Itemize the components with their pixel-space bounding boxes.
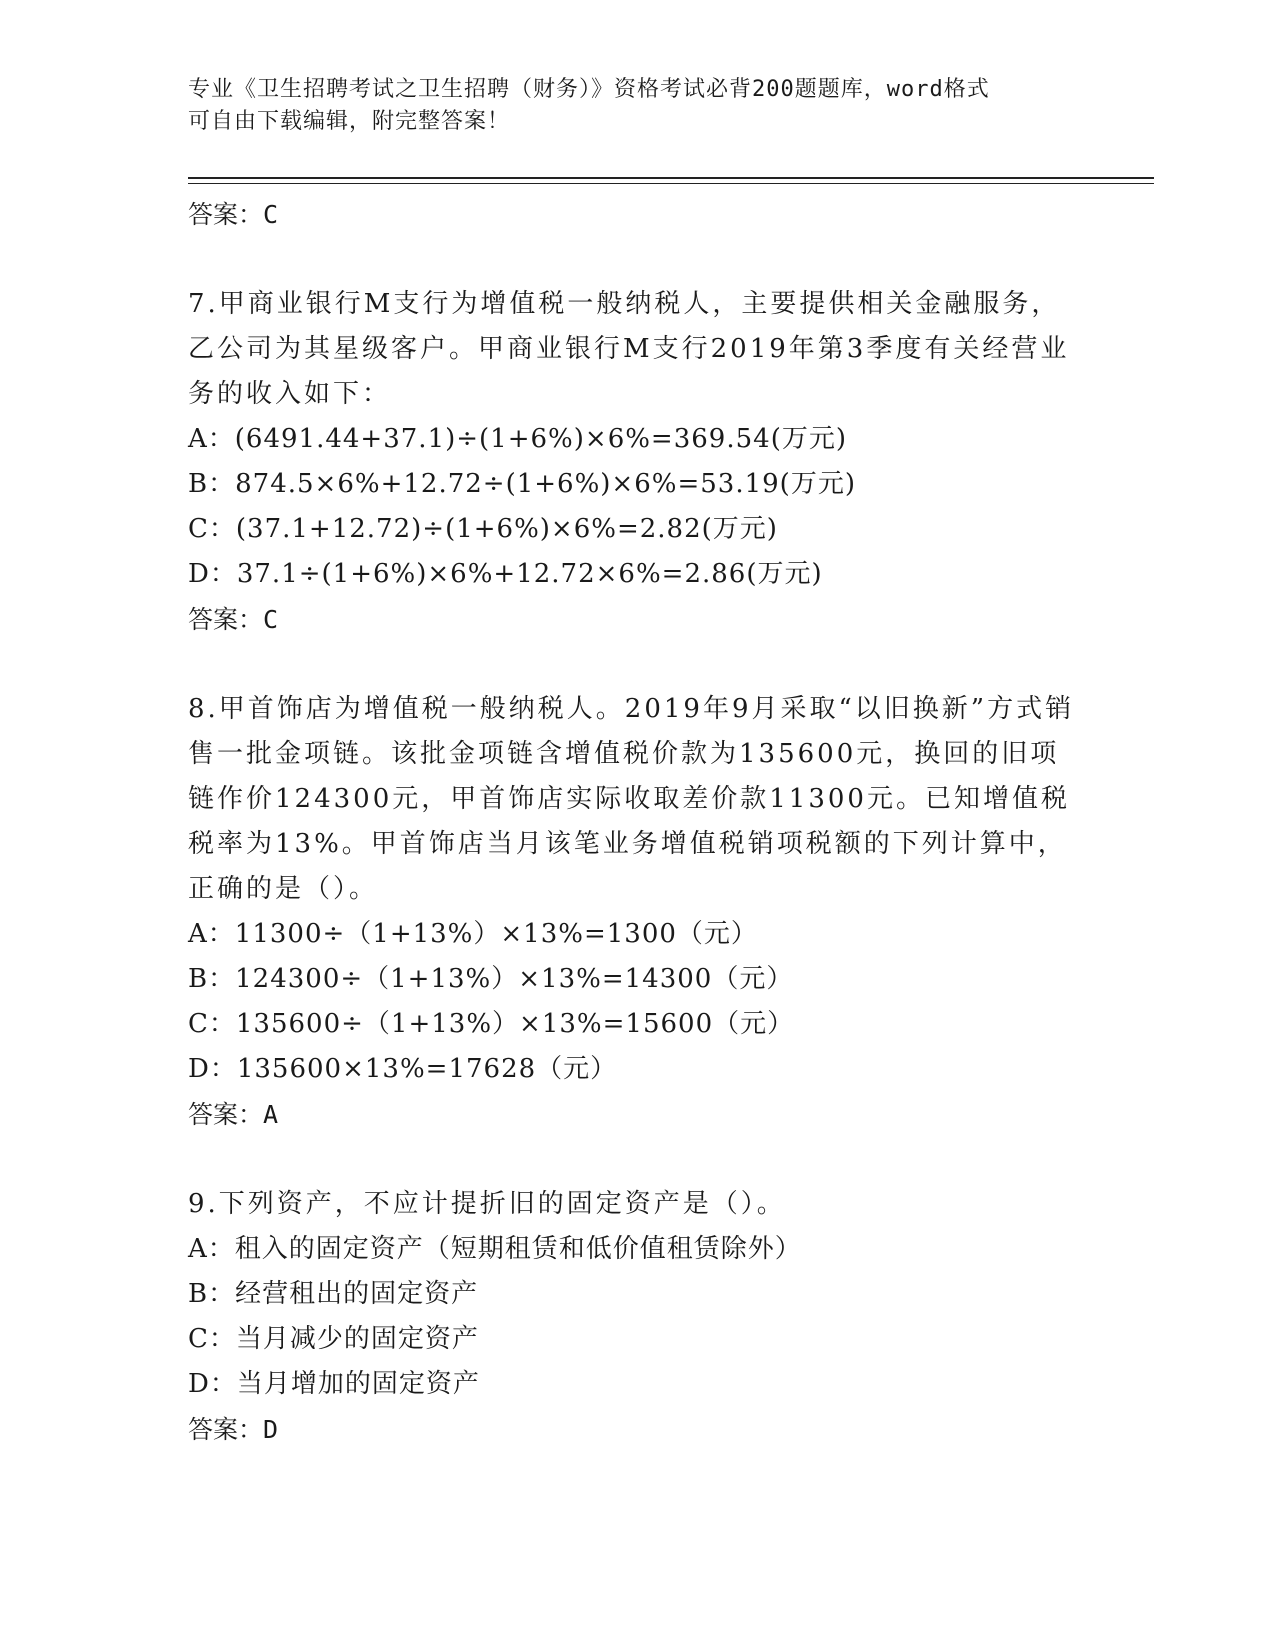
option-c: C：135600÷（1+13%）×13%=15600（元）: [188, 1009, 795, 1039]
header-divider-thick: [188, 177, 1154, 179]
answer: 答案：A: [188, 1100, 279, 1129]
option-d: D：37.1÷(1+6%)×6%+12.72×6%=2.86(万元): [188, 559, 823, 589]
option-d: D：当月增加的固定资产: [188, 1369, 480, 1399]
previous-answer: 答案：C: [188, 200, 279, 229]
question-9: [188, 1182, 1088, 1453]
question-7: [188, 282, 1088, 643]
option-b: B：874.5×6%+12.72÷(1+6%)×6%=53.19(万元): [188, 469, 856, 499]
option-c: C：当月减少的固定资产: [188, 1324, 479, 1354]
option-c: C：(37.1+12.72)÷(1+6%)×6%=2.82(万元): [188, 514, 778, 544]
option-a: A：租入的固定资产（短期租赁和低价值租赁除外）: [188, 1234, 802, 1264]
question-text: 9.下列资产，不应计提折旧的固定资产是（）。: [188, 1189, 786, 1219]
question-text: 7.甲商业银行M支行为增值税一般纳税人，主要提供相关金融服务，乙公司为其星级客户。甲商业银行M支行2019年第3季度有关经营业务的收入如下：: [188, 289, 1070, 409]
question-text: 8.甲首饰店为增值税一般纳税人。2019年9月采取“以旧换新”方式销售一批金项链。该批金项链含增值税价款为135600元，换回的旧项链作价124300元，甲首饰店实际收取差价款11300元。已知增值税税率为13%。甲首饰店当月该笔业务增值税销项税额的下列计算中，正确的是（）。: [188, 694, 1075, 904]
question-8: [188, 687, 1088, 1138]
answer: 答案：D: [188, 1415, 279, 1444]
option-b: B：124300÷（1+13%）×13%=14300（元）: [188, 964, 794, 994]
header-line-1: 专业《卫生招聘考试之卫生招聘（财务）》资格考试必背200题题库，word格式: [188, 77, 990, 102]
option-b: B：经营租出的固定资产: [188, 1279, 479, 1309]
option-d: D：135600×13%=17628（元）: [188, 1054, 618, 1084]
option-a: A：(6491.44+37.1)÷(1+6%)×6%=369.54(万元): [188, 424, 847, 454]
document-header: [188, 74, 1088, 138]
answer: 答案：C: [188, 605, 279, 634]
document-body: [188, 192, 1088, 1453]
header-line-2: 可自由下载编辑，附完整答案！: [188, 109, 511, 134]
header-divider-thin: [188, 183, 1154, 184]
option-a: A：11300÷（1+13%）×13%=1300（元）: [188, 919, 758, 949]
